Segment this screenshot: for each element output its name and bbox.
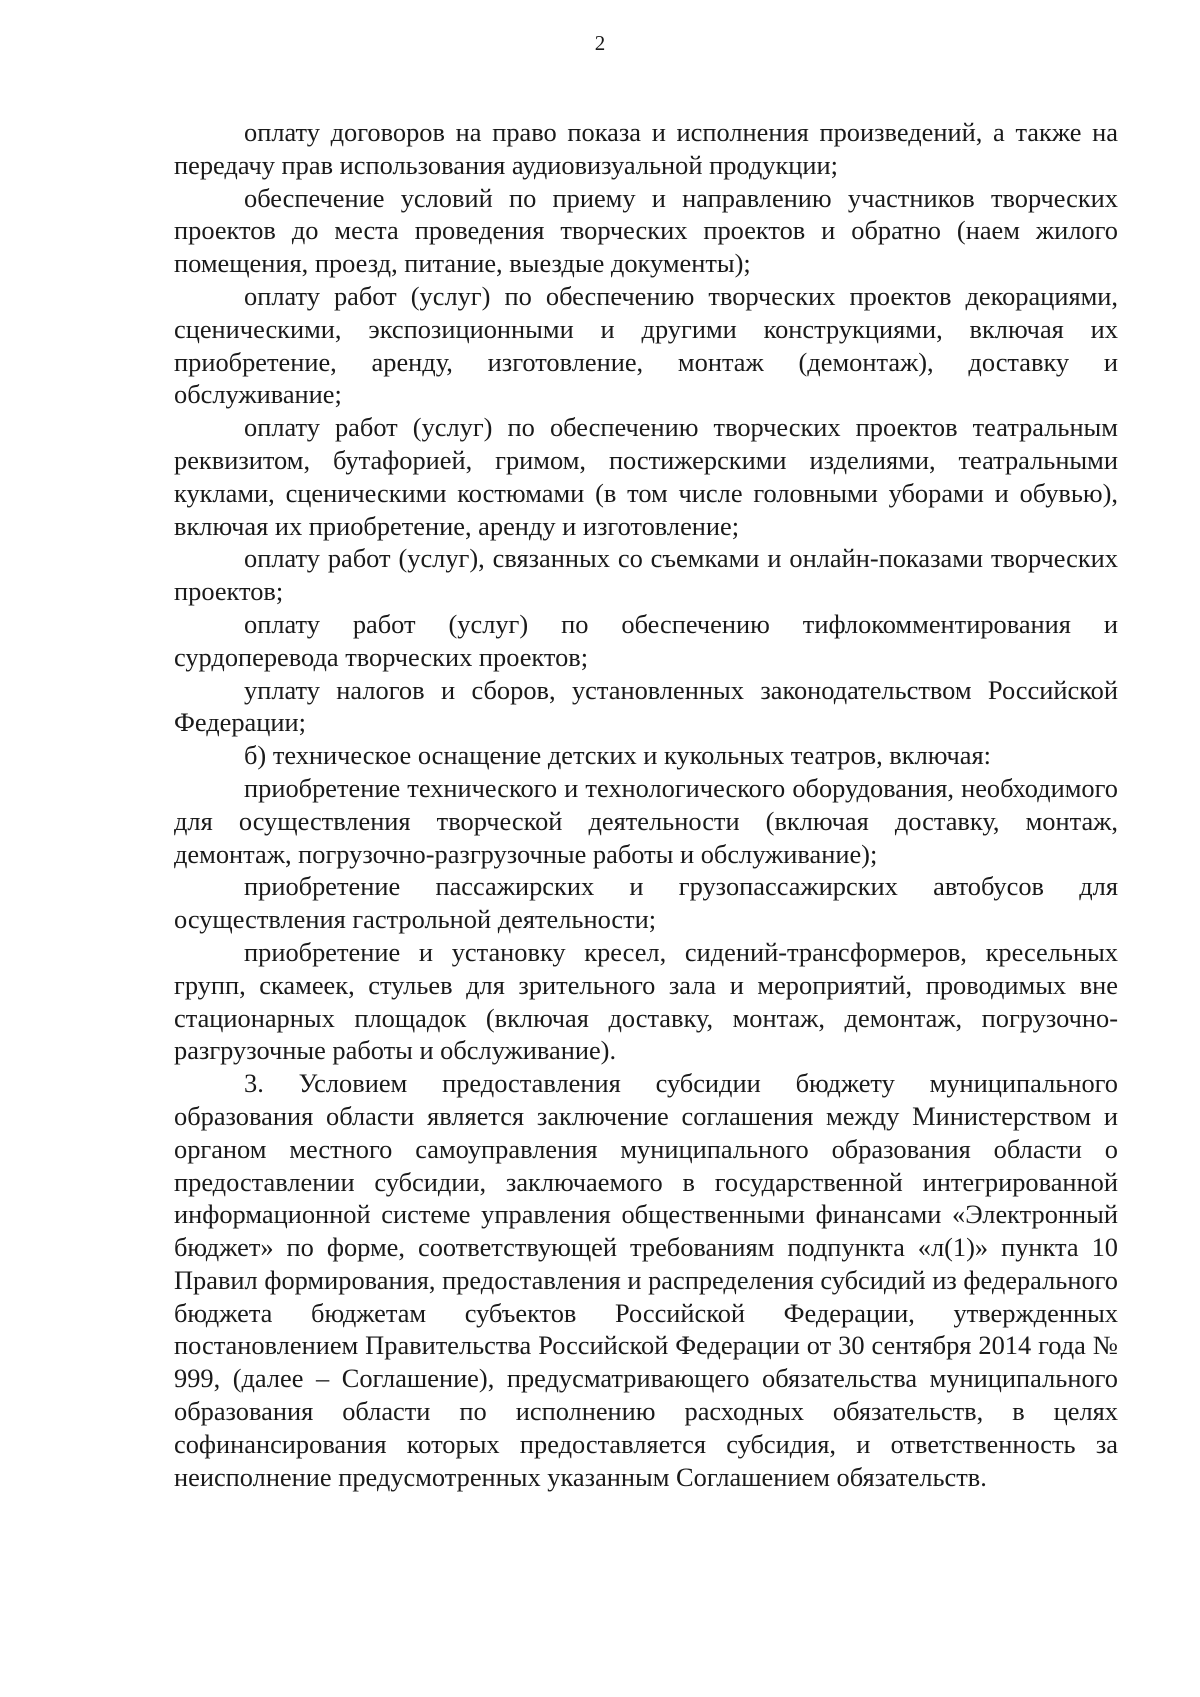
paragraph-filming: оплату работ (услуг), связанных со съемками и онлайн-показами творческих проектов; — [174, 543, 1118, 607]
paragraph-contract-payment: оплату договоров на право показа и исполнения произведений, а также на передачу прав использования аудиовизуальной продукции; — [174, 117, 1118, 180]
paragraph-taxes: уплату налогов и сборов, установленных законодательством Российской Федерации; — [174, 674, 1118, 738]
page-number: 2 — [594, 31, 606, 55]
paragraph-decorations: оплату работ (услуг) по обеспечению творческих проектов декорациями, сценическими, экспозиционными и другими конструкциями, включая их приобретение, аренду, изготовление, монтаж (демонтаж), доставку и обслуживание; — [174, 280, 1118, 410]
paragraph-participant-travel: обеспечение условий по приему и направлению участников творческих проектов до места проведения творческих проектов и обратно (наем жилого помещения, проезд, питание, выездые документы); — [174, 182, 1118, 279]
paragraph-audio-description: оплату работ (услуг) по обеспечению тифлокомментирования и сурдоперевода творческих проектов; — [174, 608, 1118, 672]
paragraph-technical-equipment: б) техническое оснащение детских и кукольных театров, включая: — [244, 740, 991, 771]
document-body — [174, 116, 1118, 1493]
paragraph-theatrical-props: оплату работ (услуг) по обеспечению творческих проектов театральным реквизитом, бутафорией, гримом, постижерскими изделиями, театральными куклами, сценическими костюмами (в том числе головными уборами и обувью), включая их приобретение, аренду и изготовление; — [174, 412, 1118, 541]
paragraph-seating: приобретение и установку кресел, сидений-трансформеров, кресельных групп, скамеек, стульев для зрительного зала и мероприятий, проводимых вне стационарных площадок (включая доставку, монтаж, демонтаж, погрузочно-разгрузочные работы и обслуживание). — [174, 936, 1118, 1066]
paragraph-buses: приобретение пассажирских и грузопассажирских автобусов для осуществления гастрольной деятельности; — [174, 871, 1118, 935]
paragraph-section-3: 3. Условием предоставления субсидии бюджету муниципального образования области является заключение соглашения между Министерством и органом местного самоуправления муниципального образования области о предоставлении субсидии, заключаемого в государственной интегрированной информационной системе управления общественными финансами «Электронный бюджет» по форме, соответствующей требованиям подпункта «л(1)» пункта 10 Правил формирования, предоставления и распределения субсидий из федерального бюджета бюджетам субъектов Российской Федерации, утвержденных постановлением Правительства Российской Федерации от 30 сентября 2014 года № 999, (далее – Соглашение), предусматривающего обязательства муниципального образования области по исполнению расходных обязательств, в целях софинансирования которых предоставляется субсидия, и ответственность за неисполнение предусмотренных указанным Соглашением обязательств. — [174, 1068, 1118, 1492]
paragraph-equipment-purchase: приобретение технического и технологического оборудования, необходимого для осуществления творческой деятельности (включая доставку, монтаж, демонтаж, погрузочно-разгрузочные работы и обслуживание); — [174, 772, 1118, 869]
